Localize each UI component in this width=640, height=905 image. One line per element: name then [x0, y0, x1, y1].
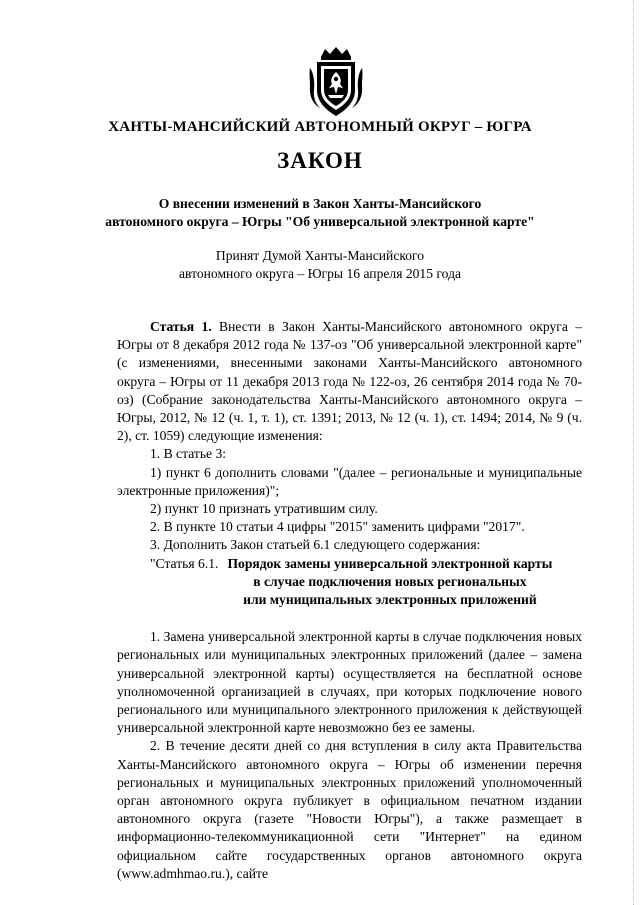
adoption-note: [0, 247, 640, 283]
region-title: ХАНТЫ-МАНСИЙСКИЙ АВТОНОМНЫЙ ОКРУГ – ЮГРА: [108, 119, 532, 135]
article-6-1-heading-line: в случае подключения новых региональных: [253, 573, 527, 589]
coat-of-arms-emblem-icon: [307, 46, 365, 118]
law-subject: [0, 195, 640, 231]
article-6-1-header: [117, 555, 582, 610]
law-title: ЗАКОН: [277, 148, 363, 173]
law-body: [117, 318, 582, 883]
article-6-1-heading-line: или муниципальных электронных приложений: [243, 592, 537, 608]
article-6-1-label: "Статья 6.1.: [150, 555, 222, 571]
article-1-label: Статья 1.: [150, 319, 212, 334]
article-1-intro: [117, 318, 582, 445]
law-subject-line: автономного округа – Югры "Об универсальной электронной карте": [105, 214, 535, 229]
article-1-item: 1. В статье 3:: [150, 446, 227, 462]
adoption-note-line: автономного округа – Югры 16 апреля 2015 года: [178, 266, 462, 281]
article-1-subitem: 1) пункт 6 дополнить словами "(далее – региональные и муниципальные электронные приложения)";: [117, 464, 582, 498]
article-1-subitem: 2) пункт 10 признать утратившим силу.: [150, 501, 378, 517]
adoption-note-line: Принят Думой Ханты-Мансийского: [215, 248, 425, 263]
article-6-1-paragraph: 1. Замена универсальной электронной карты в случае подключения новых региональных или муниципальных электронных приложений (далее – замена универсальной электронной карты) осуществляется на бесплатной основе уполномоченной организацией в случаях, при которых подключение нового регионального или муниципального электронного приложения к действующей универсальной электронной карте невозможно без ее замены.: [117, 629, 582, 736]
law-subject-line: О внесении изменений в Закон Ханты-Мансийского: [158, 196, 482, 211]
article-6-1-paragraph: 2. В течение десяти дней со дня вступления в силу акта Правительства Ханты-Мансийского автономного округа – Югры об изменении перечня региональных и муниципальных электронных приложений уполномоченный орган автономного округа публикует в официальном печатном издании автономного округа (газете "Новости Югры"), а также размещает в информационно-телекоммуникационной сети "Интернет" на едином официальном сайте государственных органов автономного округа (www.admhmao.ru.), сайте: [117, 738, 582, 881]
article-6-1-heading: [222, 555, 582, 610]
article-1-item: 3. Дополнить Закон статьей 6.1 следующего содержания:: [150, 537, 481, 553]
article-1-intro-text: Внести в Закон Ханты-Мансийского автономного округа – Югры от 8 декабря 2012 года № 137-оз "Об универсальной электронной карте" (с изменениями, внесенными законами Ханты-Мансийского автономного округа – Югры от 11 декабря 2013 года № 122-оз, 26 сентября 2014 года № 70-оз) (Собрание законодательства Ханты-Мансийского автономного округа – Югры, 2012, № 12 (ч. 1, т. 1), ст. 1391; 2013, № 12 (ч. 1), ст. 1494; 2014, № 9 (ч. 2), ст. 1059) следующие изменения:: [117, 319, 583, 444]
article-6-1-heading-line: Порядок замены универсальной электронной карты: [227, 555, 553, 571]
article-1-item: 2. В пункте 10 статьи 4 цифры "2015" заменить цифрами "2017".: [150, 519, 525, 535]
